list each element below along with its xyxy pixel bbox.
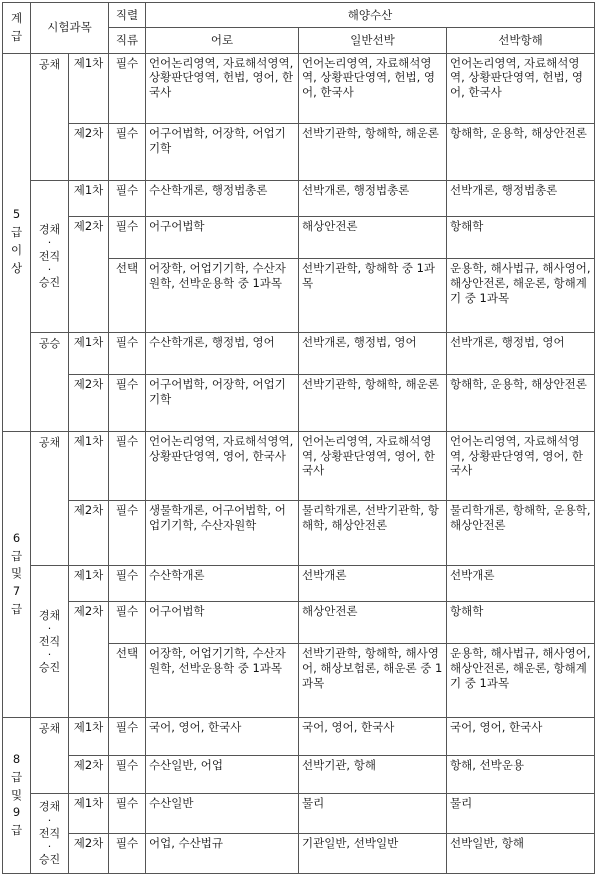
method-cell [31, 53, 69, 180]
subject-cell: 선박개론, 행정법, 영어 [447, 332, 595, 374]
subject-cell: 어장학, 어업기기학, 수산자원학, 선박운용학 중 1과목 [146, 644, 299, 718]
method-cell [31, 718, 69, 794]
subject-cell: 항해, 선박운용 [447, 755, 595, 793]
table-row [3, 718, 595, 756]
method-char: 경채 [38, 223, 61, 237]
table-row [3, 755, 595, 793]
subject-cell: 기관일반, 선박일반 [299, 833, 447, 873]
method-char: 공승 [38, 336, 61, 350]
subject-cell: 항해학 [447, 216, 595, 258]
table-row [3, 566, 595, 602]
table-row [3, 53, 595, 124]
header-col-general-ship: 일반선박 [299, 28, 447, 53]
subject-cell: 수산학개론, 행정법총론 [146, 180, 299, 216]
type-cell: 선택 [109, 644, 146, 718]
subject-cell: 언어논리영역, 자료해석영역, 상황판단영역, 영어, 한국사 [447, 431, 595, 501]
subject-cell: 언어논리영역, 자료해석영역, 상황판단영역, 영어, 한국사 [299, 431, 447, 501]
subject-cell: 선박기관학, 항해학, 해운론 [299, 374, 447, 431]
grade-char: 9 [12, 805, 21, 820]
grade-cell [3, 53, 31, 431]
grade-char: 급 [10, 602, 23, 617]
method-char: 공채 [38, 722, 61, 736]
subject-cell: 물리 [447, 793, 595, 833]
header-grade [3, 3, 31, 54]
subject-cell: 선박개론 [299, 566, 447, 602]
method-char: 승진 [38, 661, 61, 675]
subject-cell: 항해학, 운용학, 해상안전론 [447, 374, 595, 431]
table-row [3, 431, 595, 501]
subject-cell: 어구어법학 [146, 602, 299, 644]
grade-char: 급 [10, 769, 23, 784]
stage-cell: 제1차 [69, 718, 109, 756]
type-cell: 필수 [109, 216, 146, 258]
header-field: 직류 [109, 28, 146, 53]
grade-cell [3, 431, 31, 717]
type-cell: 필수 [109, 793, 146, 833]
subject-cell: 해상안전론 [299, 602, 447, 644]
table-row [3, 216, 595, 258]
stage-cell: 제2차 [69, 755, 109, 793]
subject-cell: 국어, 영어, 한국사 [146, 718, 299, 756]
subject-cell: 선박일반, 항해 [447, 833, 595, 873]
grade-char: 7 [12, 584, 21, 599]
type-cell: 필수 [109, 53, 146, 124]
stage-cell: 제1차 [69, 180, 109, 216]
method-char: 공채 [38, 57, 61, 71]
subject-cell: 언어논리영역, 자료해석영역, 상황판단영역, 헌법, 영어, 한국사 [146, 53, 299, 124]
method-char: 승진 [38, 853, 61, 867]
subject-cell: 수산일반 [146, 793, 299, 833]
subject-cell: 운용학, 해사법규, 해사영어, 해상안전론, 해운론, 항해계기 중 1과목 [447, 258, 595, 332]
method-char: · [47, 840, 52, 853]
type-cell: 필수 [109, 374, 146, 431]
subject-cell: 선박개론, 행정법총론 [299, 180, 447, 216]
table-row [3, 793, 595, 833]
table-row [3, 124, 595, 181]
header-grade-char: 급 [10, 28, 23, 43]
subject-cell: 생물학개론, 어구어법학, 어업기기학, 수산자원학 [146, 501, 299, 566]
header-col-navigation: 선박항해 [447, 28, 595, 53]
method-char: · [47, 813, 52, 827]
subject-cell: 해상안전론 [299, 216, 447, 258]
type-cell: 선택 [109, 258, 146, 332]
subject-cell: 언어논리영역, 자료해석영역, 상황판단영역, 헌법, 영어, 한국사 [299, 53, 447, 124]
subject-cell: 선박개론, 행정법총론 [447, 180, 595, 216]
method-char: · [47, 236, 52, 250]
type-cell: 필수 [109, 833, 146, 873]
stage-cell: 제1차 [69, 53, 109, 124]
table-row [3, 332, 595, 374]
grade-cell [3, 718, 31, 874]
subject-cell: 어장학, 어업기기학, 수산자원학, 선박운용학 중 1과목 [146, 258, 299, 332]
stage-cell: 제2차 [69, 374, 109, 431]
type-cell: 필수 [109, 180, 146, 216]
exam-subject-table [2, 2, 595, 874]
subject-cell: 수산학개론, 행정법, 영어 [146, 332, 299, 374]
stage-cell: 제2차 [69, 216, 109, 332]
method-cell [31, 793, 69, 873]
method-char: 승진 [38, 276, 61, 290]
grade-char: 급 [10, 823, 23, 838]
grade-char: 이 [10, 243, 23, 258]
stage-cell: 제2차 [69, 833, 109, 873]
method-cell [31, 431, 69, 566]
subject-cell: 항해학 [447, 602, 595, 644]
grade-char: 및 [10, 566, 23, 581]
subject-cell: 수산일반, 어업 [146, 755, 299, 793]
subject-cell: 선박개론, 행정법, 영어 [299, 332, 447, 374]
header-row-1 [3, 3, 595, 28]
method-char: 공채 [38, 435, 61, 449]
subject-cell: 선박기관학, 항해학, 해운론 [299, 124, 447, 181]
grade-char: 급 [10, 225, 23, 240]
grade-char: 8 [12, 751, 21, 766]
type-cell: 필수 [109, 501, 146, 566]
method-cell [31, 332, 69, 431]
method-char: 전직 [38, 826, 61, 840]
subject-cell: 선박기관학, 항해학, 해사영어, 해상보험론, 해운론 중 1과목 [299, 644, 447, 718]
grade-char: 5 [12, 207, 21, 222]
subject-cell: 어구어법학, 어장학, 어업기기학 [146, 124, 299, 181]
subject-cell: 국어, 영어, 한국사 [447, 718, 595, 756]
header-col-fishing: 어로 [146, 28, 299, 53]
subject-cell: 선박기관, 항해 [299, 755, 447, 793]
method-char: · [47, 262, 52, 276]
method-char: 전직 [38, 249, 61, 263]
subject-cell: 물리 [299, 793, 447, 833]
subject-cell: 물리학개론, 선박기관학, 항해학, 해상안전론 [299, 501, 447, 566]
type-cell: 필수 [109, 566, 146, 602]
table-row [3, 833, 595, 873]
subject-cell: 언어논리영역, 자료해석영역, 상황판단영역, 헌법, 영어, 한국사 [447, 53, 595, 124]
type-cell: 필수 [109, 332, 146, 374]
method-cell [31, 180, 69, 332]
type-cell: 필수 [109, 718, 146, 756]
subject-cell: 운용학, 해사법규, 해사영어, 해상안전론, 해운론, 항해계기 중 1과목 [447, 644, 595, 718]
type-cell: 필수 [109, 124, 146, 181]
subject-cell: 물리학개론, 항해학, 운용학, 해상안전론 [447, 501, 595, 566]
type-cell: 필수 [109, 755, 146, 793]
stage-cell: 제1차 [69, 332, 109, 374]
method-char: 경채 [38, 608, 61, 622]
subject-cell: 수산학개론 [146, 566, 299, 602]
subject-cell: 선박개론 [447, 566, 595, 602]
method-cell [31, 566, 69, 718]
stage-cell: 제2차 [69, 501, 109, 566]
method-char: 경채 [38, 800, 61, 814]
header-group: 해양수산 [146, 3, 595, 28]
grade-char: 상 [10, 260, 23, 275]
stage-cell: 제2차 [69, 602, 109, 718]
subject-cell: 국어, 영어, 한국사 [299, 718, 447, 756]
subject-cell: 어구어법학, 어장학, 어업기기학 [146, 374, 299, 431]
table-row [3, 180, 595, 216]
table-body [3, 3, 595, 874]
subject-cell: 항해학, 운용학, 해상안전론 [447, 124, 595, 181]
table-row [3, 602, 595, 644]
grade-char: 6 [12, 530, 21, 545]
method-char: · [47, 621, 52, 635]
header-subject: 시험과목 [31, 3, 109, 54]
type-cell: 필수 [109, 431, 146, 501]
subject-cell: 어구어법학 [146, 216, 299, 258]
header-grade-char: 계 [10, 10, 23, 25]
grade-char: 및 [10, 787, 23, 802]
table-row [3, 374, 595, 431]
header-series: 직렬 [109, 3, 146, 28]
stage-cell: 제1차 [69, 566, 109, 602]
subject-cell: 선박기관학, 항해학 중 1과목 [299, 258, 447, 332]
type-cell: 필수 [109, 602, 146, 644]
subject-cell: 어업, 수산법규 [146, 833, 299, 873]
stage-cell: 제1차 [69, 793, 109, 833]
stage-cell: 제2차 [69, 124, 109, 181]
subject-cell: 언어논리영역, 자료해석영역, 상황판단영역, 영어, 한국사 [146, 431, 299, 501]
method-char: · [47, 648, 52, 662]
grade-char: 급 [10, 548, 23, 563]
method-char: 전직 [38, 635, 61, 649]
table-row [3, 501, 595, 566]
stage-cell: 제1차 [69, 431, 109, 501]
